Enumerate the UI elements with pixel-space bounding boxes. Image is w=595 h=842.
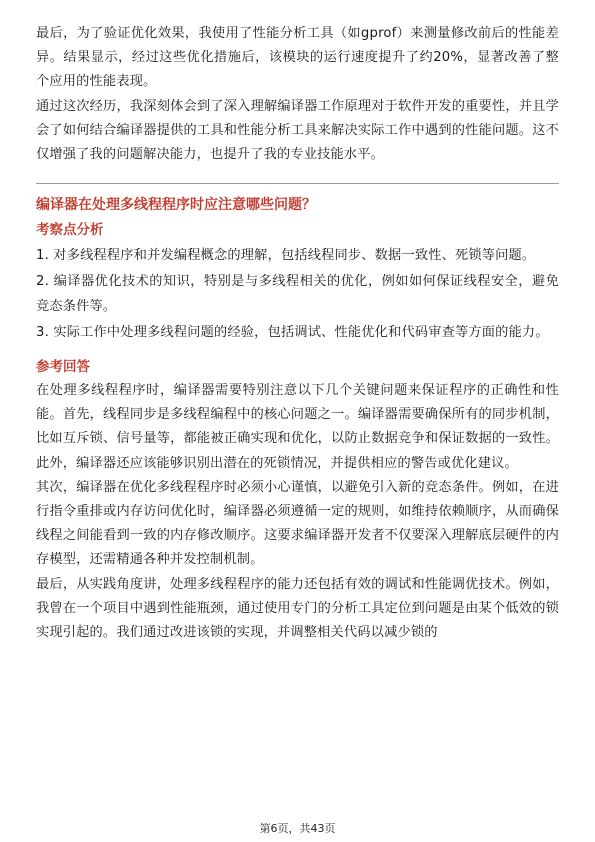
answer-heading: 参考回答 bbox=[36, 359, 90, 376]
answer-paragraph: 其次，编译器在优化多线程程序时必须小心谨慎，以避免引入新的竞态条件。例如，在进行指令重排或内存访问优化时，编译器必须遵循一定的规则，如维持依赖顺序，从而确保线程之间能看到一致的内存修改顺序。这要求编译器开发者不仅要深入理解底层硬件的内存模型，还需精通各种并发控制机制。 bbox=[36, 479, 559, 568]
analysis-item: 1. 对多线程程序和并发编程概念的理解，包括线程同步、数据一致性、死锁等问题。 bbox=[36, 248, 536, 264]
answer-paragraph: 在处理多线程程序时，编译器需要特别注意以下几个关键问题来保证程序的正确性和性能。首先，线程同步是多线程编程中的核心问题之一。编译器需要确保所有的同步机制，比如互斥锁、信号量等，都能被正确实现和优化，以防止数据竞争和保证数据的一致性。此外，编译器还应该能够识别出潜在的死锁情况，并提供相应的警告或优化建议。 bbox=[36, 383, 559, 471]
document-page bbox=[36, 22, 559, 645]
question-title: 编译器在处理多线程程序时应注意哪些问题？ bbox=[36, 197, 316, 214]
analysis-item: 3. 实际工作中处理多线程问题的经验，包括调试、性能优化和代码审查等方面的能力。 bbox=[36, 324, 549, 340]
section-divider bbox=[36, 183, 559, 184]
analysis-heading: 考察点分析 bbox=[36, 222, 104, 239]
intro-paragraph: 通过这次经历，我深刻体会到了深入理解编译器工作原理对于软件开发的重要性，并且学会了如何结合编译器提供的工具和性能分析工具来解决实际工作中遇到的性能问题。这不仅增强了我的问题解决能力，也提升了我的专业技能水平。 bbox=[36, 98, 559, 163]
analysis-item: 2. 编译器优化技术的知识，特别是与多线程相关的优化，例如如何保证线程安全，避免竞态条件等。 bbox=[36, 274, 559, 314]
page-footer: 第6页，共43页 bbox=[259, 822, 336, 835]
intro-paragraph: 最后，为了验证优化效果，我使用了性能分析工具（如gprof）来测量修改前后的性能差异。结果显示，经过这些优化措施后，该模块的运行速度提升了约20%，显著改善了整个应用的性能表现。 bbox=[36, 26, 559, 90]
answer-paragraph: 最后，从实践角度讲，处理多线程程序的能力还包括有效的调试和性能调优技术。例如，我曾在一个项目中遇到性能瓶颈，通过使用专门的分析工具定位到问题是由某个低效的锁实现引起的。我们通过改进该锁的实现，并调整相关代码以减少锁的 bbox=[36, 576, 559, 641]
